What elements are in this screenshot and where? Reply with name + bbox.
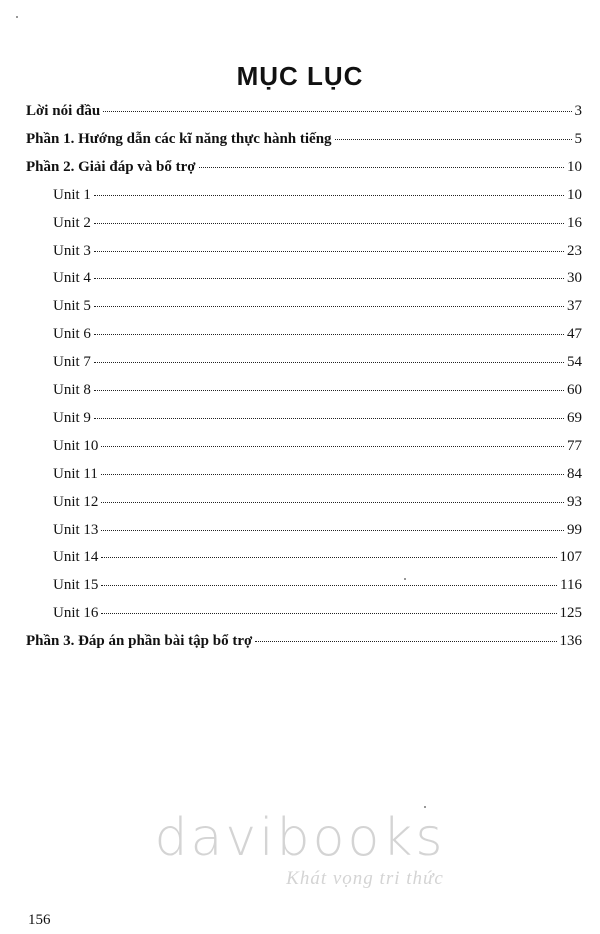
dot-leader (335, 139, 572, 140)
watermark-slogan: Khát vọng tri thức (286, 868, 444, 889)
toc-unit-entry (53, 491, 582, 513)
dot-leader (101, 502, 564, 503)
toc-entry-label: Unit 6 (53, 326, 91, 343)
toc-entry-page: 10 (567, 186, 582, 203)
toc-entry-label: Unit 1 (53, 186, 91, 203)
toc-unit-entry (53, 323, 582, 345)
toc-entry-label: Unit 7 (53, 354, 91, 371)
dot-leader (94, 390, 564, 391)
toc-unit-entry (53, 184, 582, 206)
toc-entry-label: Unit 10 (53, 437, 99, 454)
toc-entry-label: Unit 9 (53, 409, 91, 426)
toc-entry-page: 54 (567, 354, 582, 371)
dot-leader (103, 111, 571, 112)
toc-entry-label: Lời nói đầu (26, 103, 101, 119)
toc-entry-label: Unit 16 (53, 605, 99, 622)
toc-entry-label: Phần 3. Đáp án phần bài tập bổ trợ (26, 633, 253, 650)
dot-leader (94, 278, 564, 279)
dot-leader (199, 167, 564, 168)
dot-leader (101, 446, 564, 447)
toc-unit-entry (53, 351, 582, 373)
toc-entry-label: Phần 2. Giải đáp và bổ trợ (26, 158, 196, 175)
toc-unit-entry (53, 435, 582, 457)
scan-speck (404, 578, 406, 580)
dot-leader (94, 334, 564, 335)
dot-leader (94, 223, 564, 224)
dot-leader (101, 557, 556, 558)
toc-entry-page: 16 (567, 214, 582, 231)
toc-part-entry (26, 630, 582, 652)
toc-unit-entry (53, 267, 582, 289)
toc-entry-label: Unit 12 (53, 493, 99, 510)
toc-unit-entry (53, 602, 582, 624)
toc-unit-entry (53, 546, 582, 568)
toc-unit-entry (53, 574, 582, 596)
dot-leader (94, 251, 564, 252)
toc-entry-label: Unit 15 (53, 577, 99, 594)
toc-part-entry (26, 100, 582, 122)
toc-entry-page: 116 (560, 577, 582, 594)
toc-unit-entry (53, 240, 582, 262)
toc-entry-page: 99 (567, 521, 582, 538)
toc-unit-entry (53, 407, 582, 429)
dot-leader (101, 613, 556, 614)
toc-entry-label: Phần 1. Hướng dẫn các kĩ năng thực hành tiếng (26, 130, 332, 147)
toc-entry-page: 37 (567, 298, 582, 315)
toc-entry-label: Unit 2 (53, 214, 91, 231)
dot-leader (255, 641, 556, 642)
page-title: MỤC LỤC (236, 61, 364, 92)
scan-speck (16, 16, 18, 18)
toc-entry-page: 23 (567, 242, 582, 259)
page-number: 156 (28, 912, 51, 928)
toc-entry-label: Unit 13 (53, 521, 99, 538)
toc-unit-entry (53, 379, 582, 401)
watermark-brand: davibooks (154, 808, 446, 868)
toc-entry-page: 3 (574, 103, 582, 119)
toc-unit-entry (53, 212, 582, 234)
toc-unit-entry (53, 519, 582, 541)
toc-unit-entry (53, 463, 582, 485)
toc-entry-label: Unit 11 (53, 465, 98, 482)
toc-part-entry (26, 128, 582, 150)
toc-entry-page: 47 (567, 326, 582, 343)
toc-entry-page: 77 (567, 437, 582, 454)
toc-entry-label: Unit 5 (53, 298, 91, 315)
toc-entry-page: 84 (567, 465, 582, 482)
watermark (0, 808, 600, 890)
toc-entry-page: 107 (559, 549, 582, 566)
toc-part-entry (26, 156, 582, 178)
dot-leader (94, 418, 564, 419)
toc-entry-label: Unit 14 (53, 549, 99, 566)
toc-entry-page: 60 (567, 382, 582, 398)
dot-leader (101, 474, 564, 475)
toc-entry-page: 5 (574, 130, 582, 147)
toc-entry-page: 136 (559, 633, 582, 650)
toc-entry-label: Unit 4 (53, 270, 91, 287)
toc-entry-label: Unit 3 (53, 242, 91, 259)
toc-entry-page: 30 (567, 270, 582, 287)
dot-leader (94, 306, 564, 307)
scan-speck (424, 806, 426, 808)
dot-leader (101, 530, 564, 531)
dot-leader (94, 195, 564, 196)
toc-entry-page: 125 (559, 605, 582, 622)
toc-entry-page: 93 (567, 493, 582, 510)
dot-leader (94, 362, 564, 363)
toc-entry-page: 10 (567, 158, 582, 175)
toc-entry-label: Unit 8 (53, 382, 91, 398)
toc-unit-entry (53, 295, 582, 317)
dot-leader (101, 585, 557, 586)
toc-entry-page: 69 (567, 409, 582, 426)
